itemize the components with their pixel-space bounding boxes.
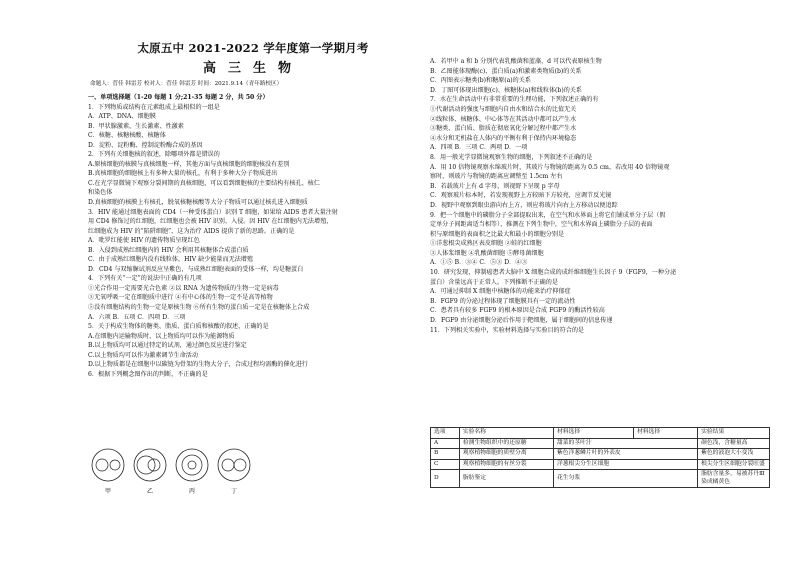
- table-cell: 洋葱根尖分生区细胞: [553, 459, 697, 470]
- right-line: 积与原细胞的表面积之比最大和最小的细胞分别是: [430, 230, 565, 238]
- table-cell: 紫色的液泡大小变浅: [698, 449, 770, 460]
- left-line: C．核糖、核糖核酸、核糖体: [88, 132, 166, 140]
- exam-title: 太原五中 2021-2022 学年度第一学期月考: [137, 41, 369, 55]
- right-question-text: [430, 57, 770, 335]
- left-line: A．吡罗红能使 HIV 的遗传物质呈现红色: [88, 237, 200, 245]
- right-line: B．FGF9 的分泌过程体现了细胞膜具有一定的流动性: [430, 297, 576, 305]
- table-header-cell: 实验名称: [459, 428, 553, 439]
- left-line: D．淀粉、淀粉酶、控制淀粉酶合成的基因: [88, 141, 203, 149]
- right-line: D．丁图可体现出细胞(c)、核糖体(a)和线粒体(b)的关系: [430, 86, 582, 94]
- left-line: D.以上物质都是在细胞中以碳链为骨架的生物大分子，合成过程均需酶的催化进行: [88, 361, 308, 369]
- right-line: A．可通过抑制 X 细胞中核糖体的功能来治疗抑郁症: [430, 288, 571, 296]
- left-line: 4．下列有关“一定”的说法中正确的有几项: [88, 275, 202, 283]
- right-line: C．丙图表示糖类(b)和糖原(a)的关系: [430, 77, 531, 85]
- right-line: 11．下列相关实验中，实验材料选择与实验目的符合的是: [430, 326, 585, 334]
- diagram-label-yi: 乙: [147, 488, 154, 495]
- left-line: B.以上物质均可以通过特定的试剂，通过颜色反应进行鉴定: [88, 342, 247, 350]
- concept-diagram-figure: [88, 447, 258, 497]
- table-row: [431, 438, 770, 449]
- left-line: A．ATP、DNA、细胞膜: [88, 113, 156, 121]
- table-cell: 观察植物细胞的有丝分裂: [459, 459, 553, 470]
- right-line: 察时，则玻片与物镜的距离应调整至 1.5cm 左右: [430, 173, 563, 181]
- table-cell: 根尖分生区细胞分裂旺盛: [698, 459, 770, 470]
- table-row: [431, 449, 770, 460]
- left-line: D．CD4 与双缩脲试剂反应呈紫色，与成熟红细胞表面的受体一样，均是糖蛋白: [88, 265, 304, 273]
- exam-meta: 命题人：菅佳 韩雷芳 校对人：菅佳 韩雷芳 时间：2021.9.14（青年路校区）: [90, 81, 283, 87]
- right-line: C．患者具有较多 FGF9 的根本原因是合成 FGF9 的酶活性较高: [430, 307, 605, 315]
- right-line: ②线粒体、核糖体、中心体等在其活动中都可以产生水: [430, 115, 577, 123]
- left-line: ⑤没有细胞结构的生物一定是原核生物 ⑥所有生物的蛋白质一定是在核糖体上合成: [88, 304, 310, 312]
- right-line: A．四项 B．三项 C．两项 D．一项: [430, 144, 528, 152]
- right-line: ①代谢活动的强度与细胞内自由水和结合水的比值无关: [430, 105, 577, 113]
- left-line: ③无氧呼吸一定在细胞质中进行 ④有中心体的生物一定不是高等植物: [88, 294, 273, 302]
- table-cell: 脂肪鉴定: [459, 470, 553, 488]
- right-line: ③人体浆细胞 ④乳酸菌细胞 ⑤酵母菌细胞: [430, 249, 544, 257]
- right-line: D．FGF9 由分泌细胞分泌后作用于靶细胞，属于细胞间的信息传递: [430, 317, 613, 325]
- left-line: 5．关于构成生物体的糖类、脂质、蛋白质和核酸的叙述，正确的是: [88, 323, 269, 331]
- diagram-label-bing: 丙: [189, 488, 196, 495]
- table-row: [431, 470, 770, 488]
- right-line: C．观察玻片标本时，若发现视野上方较暗下方较亮，应调节反光镜: [430, 192, 612, 200]
- left-question-text: [88, 93, 418, 379]
- left-line: A．六项 B．五项 C．四项 D．三项: [88, 313, 186, 321]
- right-line: A．若甲中 a 和 b 分别代表乳酸菌和蓝藻，d 可以代表原核生物: [430, 58, 602, 65]
- table-cell: D: [431, 470, 460, 488]
- table-cell: C: [431, 459, 460, 470]
- table-cell: 紫色洋葱鳞片叶的外表皮: [553, 449, 697, 460]
- right-line: B．若载玻片上有 d 字母，则视野下呈现 p 字母: [430, 182, 560, 190]
- left-line: B．入侵到成熟红细胞内的 HIV 会利用其核糖体合成蛋白质: [88, 246, 249, 254]
- table-header-cell: 材料选择: [553, 428, 633, 439]
- right-line: 蛋白）含量远高于正常人。下列推断不正确的是: [430, 278, 558, 286]
- table-header-cell: 选项: [431, 428, 460, 439]
- table-cell: 检测生物组织中的还原糖: [459, 438, 553, 449]
- left-line: C.在光学显微镜下观察分裂间期的真核细胞，可以看到细胞核的主要结构有核孔、核仁: [88, 179, 320, 187]
- diagram-ding: [218, 449, 250, 495]
- right-line: 7．水在生命活动中有非常重要的生理功能，下列叙述正确的有: [430, 96, 599, 104]
- diagram-bing: [176, 449, 208, 495]
- left-line: 1．下列物质或结构在元素组成上最相似的一组是: [88, 103, 220, 111]
- right-line: B．乙图能体现酶(c)、蛋白质(a)和激素类物质(b)的关系: [430, 67, 582, 75]
- table-cell: 花生匀浆: [553, 470, 697, 488]
- right-line: ③糖类、蛋白质、脂质在彻底氧化分解过程中都产生水: [430, 125, 577, 133]
- right-line: ①洋葱根尖成熟区表皮细胞 ②蛙的红细胞: [430, 240, 542, 248]
- diagram-jia: [92, 449, 124, 495]
- diagram-label-ding: 丁: [231, 488, 238, 495]
- table-cell: A: [431, 438, 460, 449]
- table-header-cell: 实验结果: [698, 428, 770, 439]
- left-line: C．由于成熟红细胞内没有线粒体，HIV 缺少能量而无法增殖: [88, 256, 253, 264]
- table-cell: 颜色浅，含糖量高: [698, 438, 770, 449]
- right-line: 9．把一个细胞中的磷脂分子全部提取出来，在空气和水界面上将它们铺成单分子层（假: [430, 211, 666, 219]
- left-line: ①光合作用一定需要光合色素 ②以 RNA 为遗传物质的生物一定是病毒: [88, 284, 279, 292]
- left-line: A.在细胞内运输物质时，以上物质均可以作为能源物质: [88, 332, 235, 340]
- right-line: 8．用一般光学显微镜观察生物的细胞，下列叙述不正确的是: [430, 153, 593, 161]
- table-cell: 甜菜的茎叶汁: [553, 438, 697, 449]
- table-header-cell: 材料选择: [633, 428, 697, 439]
- left-line: 红细胞成为 HIV 的“陷阱细胞”，这为治疗 AIDS 提供了新的思路。正确的是: [88, 227, 295, 235]
- left-line: 6．根据下列概念图作出的判断，不正确的是: [88, 370, 208, 378]
- left-line: 用 CD4 修饰过的红细胞，红细胞也会被 HIV 识别、入侵。因 HIV 在红细胞内无法增殖，: [88, 218, 333, 226]
- left-line: B．甲状腺激素、生长激素、性激素: [88, 122, 184, 130]
- table-cell: B: [431, 449, 460, 460]
- right-line: 10．研究发现，抑制癌患者大脑中 X 细胞合成的成纤维细胞生长因子 9（FGF9，一种分泌: [430, 269, 677, 277]
- exam-subject: 高三生物: [202, 61, 303, 76]
- table-cell: 脂肪含量多，易被苏丹Ⅲ染成橘黄色: [698, 470, 770, 488]
- diagram-yi: [134, 449, 166, 495]
- right-line: A．用 10 倍物镜观察水绵玻片时，其玻片与物镜的距离为 0.5 cm，若改用 40 倍物镜观: [430, 163, 670, 171]
- left-line: D.真核细胞的核膜上有核孔，脱氧核糖核酸等大分子物质可以通过核孔进入细胞质: [88, 199, 308, 207]
- right-line: ④水分和无机盐在人体内的平衡有利于保持内环境稳态: [430, 134, 577, 142]
- table-row: [431, 459, 770, 470]
- diagram-label-jia: 甲: [105, 488, 112, 495]
- left-line: B.真核细胞的细胞核上有多种大量的核孔，有利于多种大分子物质进出: [88, 170, 278, 178]
- left-line: 一、单项选择题（1-20 每题 1 分;21-35 每题 2 分，共 50 分）: [88, 94, 269, 101]
- left-line: C.以上物质均可以作为激素调节生命活动: [88, 351, 198, 359]
- left-line: 3．HIV 能通过细胞表面的 CD4（一种受体蛋白）识别 T 细胞，如果给 AIDS 患者大量注射: [88, 208, 338, 216]
- experiment-table: [430, 427, 770, 488]
- right-line: A．①⑤ B．③④ C．⑤③ D．④③: [430, 259, 528, 267]
- right-line: 定单分子间距离适当相等），推测在下列生物中，空气和水界面上磷脂分子层的表面: [430, 221, 653, 229]
- table-cell: 观察植物细胞的质壁分离: [459, 449, 553, 460]
- table-header-row: [431, 428, 770, 439]
- left-line: A.原核细胞的核膜与真核细胞一样，其他方面与真核细胞的细胞核没有差别: [88, 160, 290, 168]
- right-line: D．视野中观察到眼虫游向右上方，则应将玻片向右上方移动以便追踪: [430, 201, 618, 209]
- left-line: 和染色体: [88, 189, 113, 197]
- left-line: 2．下列有关细胞核的叙述，除哪项外都是错误的: [88, 151, 220, 159]
